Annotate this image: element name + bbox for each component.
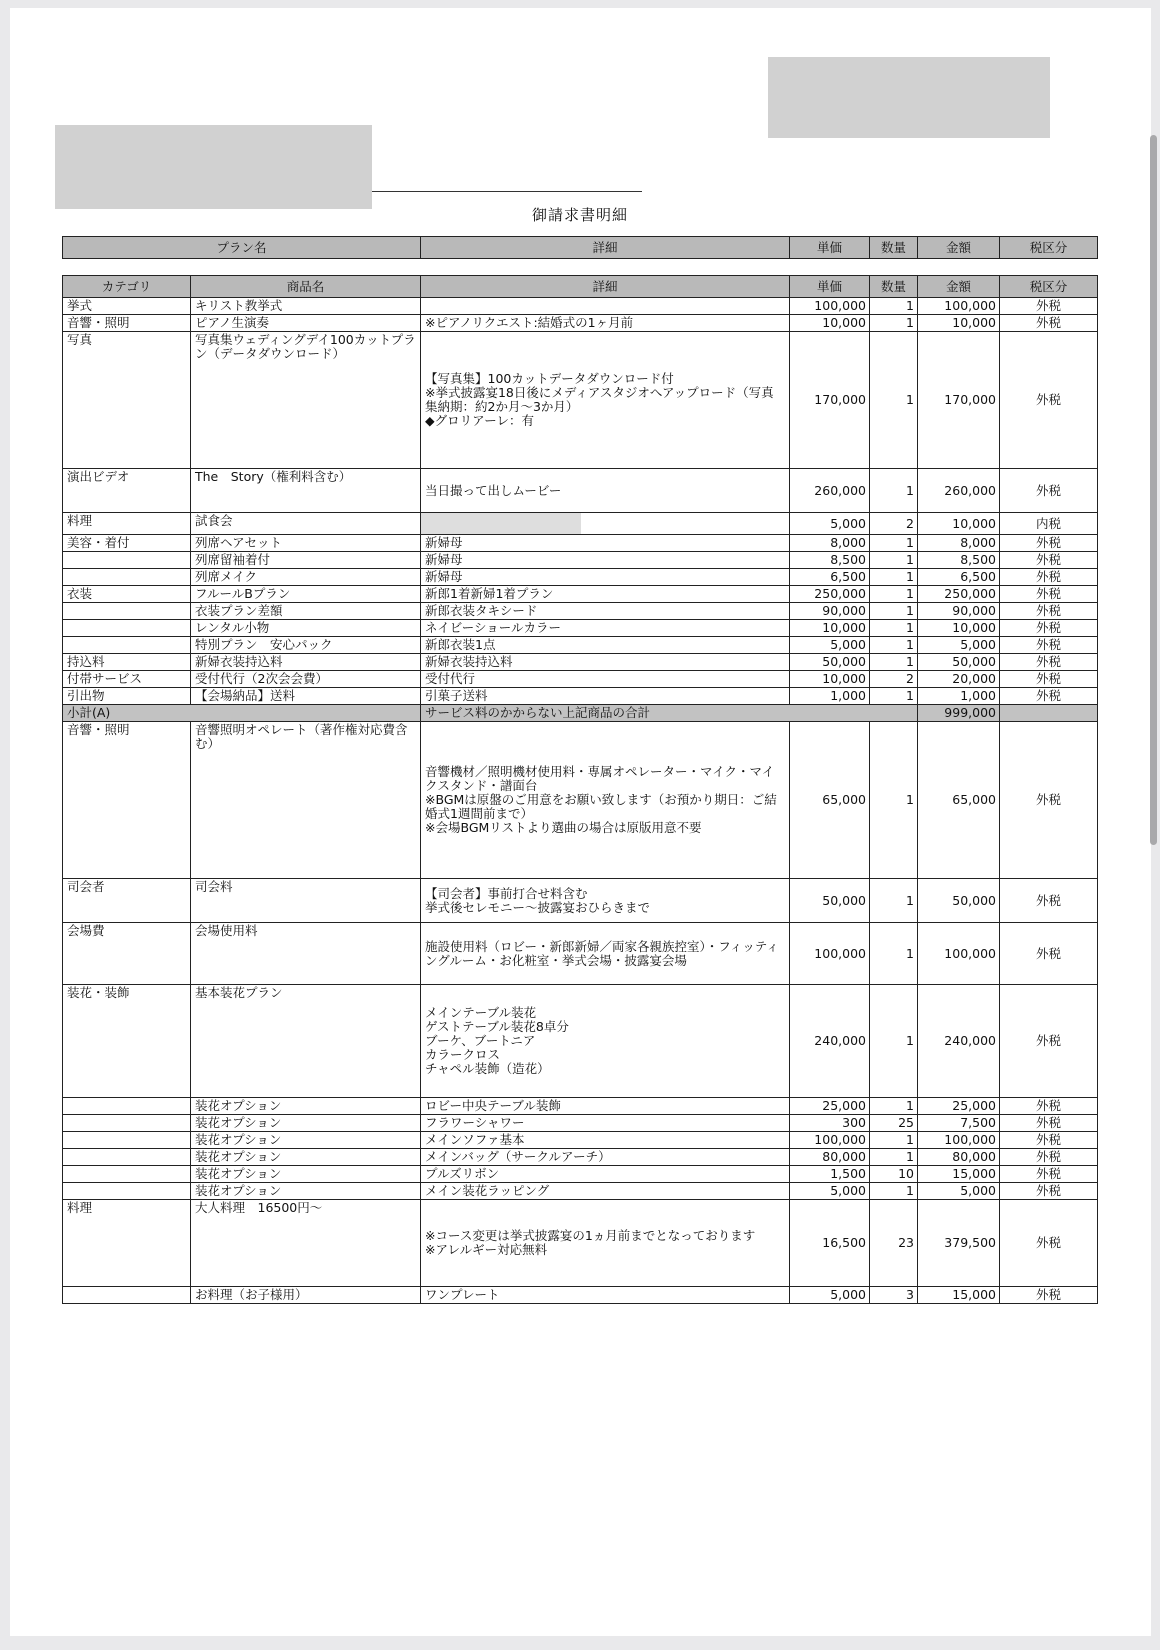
detail-cell: 受付代行 bbox=[421, 671, 790, 688]
tax-class-cell: 外税 bbox=[1000, 1098, 1098, 1115]
header-tax-class: 税区分 bbox=[1000, 276, 1098, 298]
detail-cell: メインテーブル装花 ゲストテーブル装花8卓分 ブーケ、ブートニア カラークロス チャペル装飾（造花） bbox=[421, 985, 790, 1098]
table-row bbox=[63, 722, 1098, 879]
unit-price-cell: 240,000 bbox=[790, 985, 870, 1098]
detail-cell: 【司会者】事前打合せ料含む 挙式後セレモニー〜披露宴おひらきまで bbox=[421, 879, 790, 923]
detail-cell: メインソファ基本 bbox=[421, 1132, 790, 1149]
category-cell bbox=[63, 620, 191, 637]
unit-price-cell: 1,500 bbox=[790, 1166, 870, 1183]
amount-cell: 90,000 bbox=[918, 603, 1000, 620]
table-row bbox=[63, 586, 1098, 603]
quantity-cell: 1 bbox=[870, 315, 918, 332]
detail-cell: 新郎衣装1点 bbox=[421, 637, 790, 654]
detail-cell: ネイビーショールカラー bbox=[421, 620, 790, 637]
unit-price-cell: 8,000 bbox=[790, 535, 870, 552]
product-name-cell: 基本装花プラン bbox=[191, 985, 421, 1098]
quantity-cell: 23 bbox=[870, 1200, 918, 1287]
category-cell bbox=[63, 1149, 191, 1166]
quantity-cell: 1 bbox=[870, 1132, 918, 1149]
amount-cell: 100,000 bbox=[918, 1132, 1000, 1149]
header-amount: 金額 bbox=[918, 237, 1000, 259]
table-row bbox=[63, 603, 1098, 620]
product-name-cell: 装花オプション bbox=[191, 1149, 421, 1166]
detail-cell: ロビー中央テーブル装飾 bbox=[421, 1098, 790, 1115]
product-name-cell: ピアノ生演奏 bbox=[191, 315, 421, 332]
category-cell: 料理 bbox=[63, 1200, 191, 1287]
quantity-cell: 1 bbox=[870, 654, 918, 671]
unit-price-cell: 10,000 bbox=[790, 671, 870, 688]
tax-class-cell: 外税 bbox=[1000, 985, 1098, 1098]
unit-price-cell: 10,000 bbox=[790, 620, 870, 637]
tax-class-cell: 外税 bbox=[1000, 315, 1098, 332]
product-name-cell: 装花オプション bbox=[191, 1183, 421, 1200]
header-amount: 金額 bbox=[918, 276, 1000, 298]
subtotal-tax bbox=[1000, 705, 1098, 722]
category-cell bbox=[63, 1115, 191, 1132]
quantity-cell: 1 bbox=[870, 298, 918, 315]
quantity-cell: 1 bbox=[870, 637, 918, 654]
product-name-cell: 列席メイク bbox=[191, 569, 421, 586]
table-row bbox=[63, 298, 1098, 315]
category-cell: 料理 bbox=[63, 513, 191, 535]
tax-class-cell: 外税 bbox=[1000, 923, 1098, 985]
product-name-cell: 装花オプション bbox=[191, 1115, 421, 1132]
quantity-cell: 1 bbox=[870, 722, 918, 879]
header-category: カテゴリ bbox=[63, 276, 191, 298]
category-cell bbox=[63, 569, 191, 586]
table-row bbox=[63, 1166, 1098, 1183]
category-cell: 付帯サービス bbox=[63, 671, 191, 688]
unit-price-cell: 80,000 bbox=[790, 1149, 870, 1166]
quantity-cell: 1 bbox=[870, 1149, 918, 1166]
subtotal-row bbox=[63, 705, 1098, 722]
product-name-cell: 装花オプション bbox=[191, 1132, 421, 1149]
header-unit-price: 単価 bbox=[790, 237, 870, 259]
table-row bbox=[63, 671, 1098, 688]
category-cell: 挙式 bbox=[63, 298, 191, 315]
table-row bbox=[63, 923, 1098, 985]
tax-class-cell: 外税 bbox=[1000, 586, 1098, 603]
product-name-cell: 衣装プラン差額 bbox=[191, 603, 421, 620]
quantity-cell: 10 bbox=[870, 1166, 918, 1183]
table-row bbox=[63, 1287, 1098, 1304]
unit-price-cell: 8,500 bbox=[790, 552, 870, 569]
quantity-cell: 1 bbox=[870, 535, 918, 552]
table-row bbox=[63, 569, 1098, 586]
quantity-cell: 2 bbox=[870, 671, 918, 688]
unit-price-cell: 300 bbox=[790, 1115, 870, 1132]
detail-cell: プルズリボン bbox=[421, 1166, 790, 1183]
category-cell: 音響・照明 bbox=[63, 315, 191, 332]
category-cell: 持込料 bbox=[63, 654, 191, 671]
amount-cell: 5,000 bbox=[918, 637, 1000, 654]
category-cell: 演出ビデオ bbox=[63, 469, 191, 513]
quantity-cell: 1 bbox=[870, 552, 918, 569]
unit-price-cell: 25,000 bbox=[790, 1098, 870, 1115]
amount-cell: 80,000 bbox=[918, 1149, 1000, 1166]
product-name-cell: The Story（権利料含む） bbox=[191, 469, 421, 513]
amount-cell: 15,000 bbox=[918, 1287, 1000, 1304]
tax-class-cell: 外税 bbox=[1000, 688, 1098, 705]
tax-class-cell: 外税 bbox=[1000, 1287, 1098, 1304]
category-cell bbox=[63, 1132, 191, 1149]
product-name-cell: 【会場納品】送料 bbox=[191, 688, 421, 705]
tax-class-cell: 外税 bbox=[1000, 1149, 1098, 1166]
quantity-cell: 1 bbox=[870, 879, 918, 923]
detail-cell: ワンプレート bbox=[421, 1287, 790, 1304]
detail-cell bbox=[421, 298, 790, 315]
amount-cell: 15,000 bbox=[918, 1166, 1000, 1183]
table-row bbox=[63, 1115, 1098, 1132]
header-quantity: 数量 bbox=[870, 276, 918, 298]
amount-cell: 7,500 bbox=[918, 1115, 1000, 1132]
tax-class-cell: 外税 bbox=[1000, 1166, 1098, 1183]
quantity-cell: 3 bbox=[870, 1287, 918, 1304]
redacted-block-top-right bbox=[768, 57, 1050, 138]
tax-class-cell: 外税 bbox=[1000, 569, 1098, 586]
table-row bbox=[63, 879, 1098, 923]
detail-cell: メイン装花ラッピング bbox=[421, 1183, 790, 1200]
header-plan-name: プラン名 bbox=[63, 237, 421, 259]
product-name-cell: お料理（お子様用） bbox=[191, 1287, 421, 1304]
header-detail: 詳細 bbox=[421, 237, 790, 259]
header-detail: 詳細 bbox=[421, 276, 790, 298]
detail-cell: 新婦母 bbox=[421, 535, 790, 552]
header-unit-price: 単価 bbox=[790, 276, 870, 298]
amount-cell: 10,000 bbox=[918, 513, 1000, 535]
product-name-cell: 音響照明オペレート（著作権対応費含む） bbox=[191, 722, 421, 879]
quantity-cell: 1 bbox=[870, 586, 918, 603]
items-table bbox=[62, 275, 1098, 1304]
unit-price-cell: 5,000 bbox=[790, 513, 870, 535]
detail-cell: 新婦衣装持込料 bbox=[421, 654, 790, 671]
product-name-cell: 司会料 bbox=[191, 879, 421, 923]
unit-price-cell: 100,000 bbox=[790, 298, 870, 315]
product-name-cell: 特別プラン 安心パック bbox=[191, 637, 421, 654]
subtotal-detail: サービス料のかからない上記商品の合計 bbox=[421, 705, 918, 722]
detail-cell: フラワーシャワー bbox=[421, 1115, 790, 1132]
table-row bbox=[63, 315, 1098, 332]
header-product-name: 商品名 bbox=[191, 276, 421, 298]
category-cell bbox=[63, 1287, 191, 1304]
addressee-underline bbox=[372, 191, 642, 192]
product-name-cell: 列席ヘアセット bbox=[191, 535, 421, 552]
amount-cell: 10,000 bbox=[918, 620, 1000, 637]
quantity-cell: 1 bbox=[870, 1098, 918, 1115]
detail-cell: 新婦母 bbox=[421, 552, 790, 569]
quantity-cell: 1 bbox=[870, 620, 918, 637]
vertical-scrollbar[interactable] bbox=[1150, 135, 1157, 845]
detail-cell: 引菓子送料 bbox=[421, 688, 790, 705]
detail-cell: 新婦母 bbox=[421, 569, 790, 586]
product-name-cell: 会場使用料 bbox=[191, 923, 421, 985]
tax-class-cell: 外税 bbox=[1000, 654, 1098, 671]
amount-cell: 1,000 bbox=[918, 688, 1000, 705]
quantity-cell: 2 bbox=[870, 513, 918, 535]
detail-cell: 新郎衣装タキシード bbox=[421, 603, 790, 620]
tax-class-cell: 外税 bbox=[1000, 1115, 1098, 1132]
table-row bbox=[63, 513, 1098, 535]
detail-cell: 施設使用料（ロビー・新郎新婦／両家各親族控室）・フィッティングルーム・お化粧室・挙式会場・披露宴会場 bbox=[421, 923, 790, 985]
quantity-cell: 25 bbox=[870, 1115, 918, 1132]
redacted-detail bbox=[421, 513, 581, 535]
amount-cell: 379,500 bbox=[918, 1200, 1000, 1287]
unit-price-cell: 90,000 bbox=[790, 603, 870, 620]
category-cell: 会場費 bbox=[63, 923, 191, 985]
tax-class-cell: 外税 bbox=[1000, 1132, 1098, 1149]
table-row bbox=[63, 637, 1098, 654]
quantity-cell: 1 bbox=[870, 688, 918, 705]
detail-cell: 新郎1着新婦1着プラン bbox=[421, 586, 790, 603]
tax-class-cell: 外税 bbox=[1000, 332, 1098, 469]
category-cell bbox=[63, 552, 191, 569]
amount-cell: 50,000 bbox=[918, 654, 1000, 671]
quantity-cell: 1 bbox=[870, 603, 918, 620]
detail-cell: ※コース変更は挙式披露宴の1ヵ月前までとなっております ※アレルギー対応無料 bbox=[421, 1200, 790, 1287]
tax-class-cell: 外税 bbox=[1000, 603, 1098, 620]
table-row bbox=[63, 985, 1098, 1098]
plan-header-table bbox=[62, 236, 1098, 259]
product-name-cell: 写真集ウェディングデイ100カットプラン（データダウンロード） bbox=[191, 332, 421, 469]
amount-cell: 10,000 bbox=[918, 315, 1000, 332]
category-cell: 音響・照明 bbox=[63, 722, 191, 879]
category-cell: 引出物 bbox=[63, 688, 191, 705]
category-cell: 写真 bbox=[63, 332, 191, 469]
table-row bbox=[63, 1200, 1098, 1287]
amount-cell: 6,500 bbox=[918, 569, 1000, 586]
amount-cell: 20,000 bbox=[918, 671, 1000, 688]
amount-cell: 25,000 bbox=[918, 1098, 1000, 1115]
category-cell bbox=[63, 637, 191, 654]
table-row bbox=[63, 1098, 1098, 1115]
tax-class-cell: 外税 bbox=[1000, 620, 1098, 637]
product-name-cell: フルールBプラン bbox=[191, 586, 421, 603]
quantity-cell: 1 bbox=[870, 569, 918, 586]
table-row bbox=[63, 535, 1098, 552]
category-cell: 美容・着付 bbox=[63, 535, 191, 552]
quantity-cell: 1 bbox=[870, 332, 918, 469]
product-name-cell: 受付代行（2次会会費） bbox=[191, 671, 421, 688]
category-cell bbox=[63, 603, 191, 620]
unit-price-cell: 16,500 bbox=[790, 1200, 870, 1287]
unit-price-cell: 5,000 bbox=[790, 1183, 870, 1200]
category-cell: 装花・装飾 bbox=[63, 985, 191, 1098]
category-cell bbox=[63, 1166, 191, 1183]
tax-class-cell: 外税 bbox=[1000, 552, 1098, 569]
unit-price-cell: 250,000 bbox=[790, 586, 870, 603]
amount-cell: 100,000 bbox=[918, 298, 1000, 315]
table-row bbox=[63, 620, 1098, 637]
unit-price-cell: 100,000 bbox=[790, 1132, 870, 1149]
unit-price-cell: 1,000 bbox=[790, 688, 870, 705]
table-row bbox=[63, 1149, 1098, 1166]
table-row bbox=[63, 688, 1098, 705]
header-tax-class: 税区分 bbox=[1000, 237, 1098, 259]
amount-cell: 8,000 bbox=[918, 535, 1000, 552]
tax-class-cell: 外税 bbox=[1000, 469, 1098, 513]
tax-class-cell: 外税 bbox=[1000, 879, 1098, 923]
detail-cell: 当日撮って出しムービー bbox=[421, 469, 790, 513]
amount-cell: 5,000 bbox=[918, 1183, 1000, 1200]
table-row bbox=[63, 332, 1098, 469]
tax-class-cell: 外税 bbox=[1000, 1200, 1098, 1287]
unit-price-cell: 170,000 bbox=[790, 332, 870, 469]
detail-cell: メインバッグ（サークルアーチ） bbox=[421, 1149, 790, 1166]
tax-class-cell: 外税 bbox=[1000, 671, 1098, 688]
amount-cell: 50,000 bbox=[918, 879, 1000, 923]
subtotal-label: 小計(A) bbox=[63, 705, 421, 722]
category-cell bbox=[63, 1183, 191, 1200]
unit-price-cell: 10,000 bbox=[790, 315, 870, 332]
product-name-cell: 装花オプション bbox=[191, 1166, 421, 1183]
amount-cell: 240,000 bbox=[918, 985, 1000, 1098]
amount-cell: 8,500 bbox=[918, 552, 1000, 569]
unit-price-cell: 65,000 bbox=[790, 722, 870, 879]
product-name-cell: 試食会 bbox=[191, 513, 421, 535]
product-name-cell: レンタル小物 bbox=[191, 620, 421, 637]
quantity-cell: 1 bbox=[870, 985, 918, 1098]
product-name-cell: 装花オプション bbox=[191, 1098, 421, 1115]
quantity-cell: 1 bbox=[870, 923, 918, 985]
detail-cell: 音響機材／照明機材使用料・専属オペレーター・マイク・マイクスタンド・譜面台 ※BGMは原盤のご用意をお願い致します（お預かり期日：ご結婚式1週間前まで） ※会場BGMリストより選曲の場合は原版用意不要 bbox=[421, 722, 790, 879]
tax-class-cell: 外税 bbox=[1000, 535, 1098, 552]
unit-price-cell: 50,000 bbox=[790, 879, 870, 923]
table-row bbox=[63, 469, 1098, 513]
tax-class-cell: 外税 bbox=[1000, 722, 1098, 879]
tax-class-cell: 外税 bbox=[1000, 637, 1098, 654]
amount-cell: 65,000 bbox=[918, 722, 1000, 879]
document-title: 御請求書明細 bbox=[531, 206, 628, 224]
table-row bbox=[63, 654, 1098, 671]
unit-price-cell: 50,000 bbox=[790, 654, 870, 671]
category-cell: 衣装 bbox=[63, 586, 191, 603]
detail-cell bbox=[421, 513, 790, 535]
detail-cell: 【写真集】100カットデータダウンロード付 ※挙式披露宴18日後にメディアスタジオへアップロード（写真集納期：約2か月〜3か月） ◆グロリアーレ：有 bbox=[421, 332, 790, 469]
unit-price-cell: 260,000 bbox=[790, 469, 870, 513]
amount-cell: 250,000 bbox=[918, 586, 1000, 603]
unit-price-cell: 6,500 bbox=[790, 569, 870, 586]
table-row bbox=[63, 1183, 1098, 1200]
redacted-block-addressee bbox=[55, 125, 372, 209]
subtotal-amount: 999,000 bbox=[918, 705, 1000, 722]
product-name-cell: 大人料理 16500円〜 bbox=[191, 1200, 421, 1287]
product-name-cell: 新婦衣装持込料 bbox=[191, 654, 421, 671]
tax-class-cell: 外税 bbox=[1000, 298, 1098, 315]
header-quantity: 数量 bbox=[870, 237, 918, 259]
amount-cell: 100,000 bbox=[918, 923, 1000, 985]
amount-cell: 260,000 bbox=[918, 469, 1000, 513]
unit-price-cell: 100,000 bbox=[790, 923, 870, 985]
tax-class-cell: 内税 bbox=[1000, 513, 1098, 535]
unit-price-cell: 5,000 bbox=[790, 637, 870, 654]
quantity-cell: 1 bbox=[870, 469, 918, 513]
category-cell: 司会者 bbox=[63, 879, 191, 923]
amount-cell: 170,000 bbox=[918, 332, 1000, 469]
tax-class-cell: 外税 bbox=[1000, 1183, 1098, 1200]
product-name-cell: キリスト教挙式 bbox=[191, 298, 421, 315]
product-name-cell: 列席留袖着付 bbox=[191, 552, 421, 569]
category-cell bbox=[63, 1098, 191, 1115]
table-row bbox=[63, 1132, 1098, 1149]
table-row bbox=[63, 552, 1098, 569]
detail-cell: ※ピアノリクエスト:結婚式の1ヶ月前 bbox=[421, 315, 790, 332]
quantity-cell: 1 bbox=[870, 1183, 918, 1200]
unit-price-cell: 5,000 bbox=[790, 1287, 870, 1304]
